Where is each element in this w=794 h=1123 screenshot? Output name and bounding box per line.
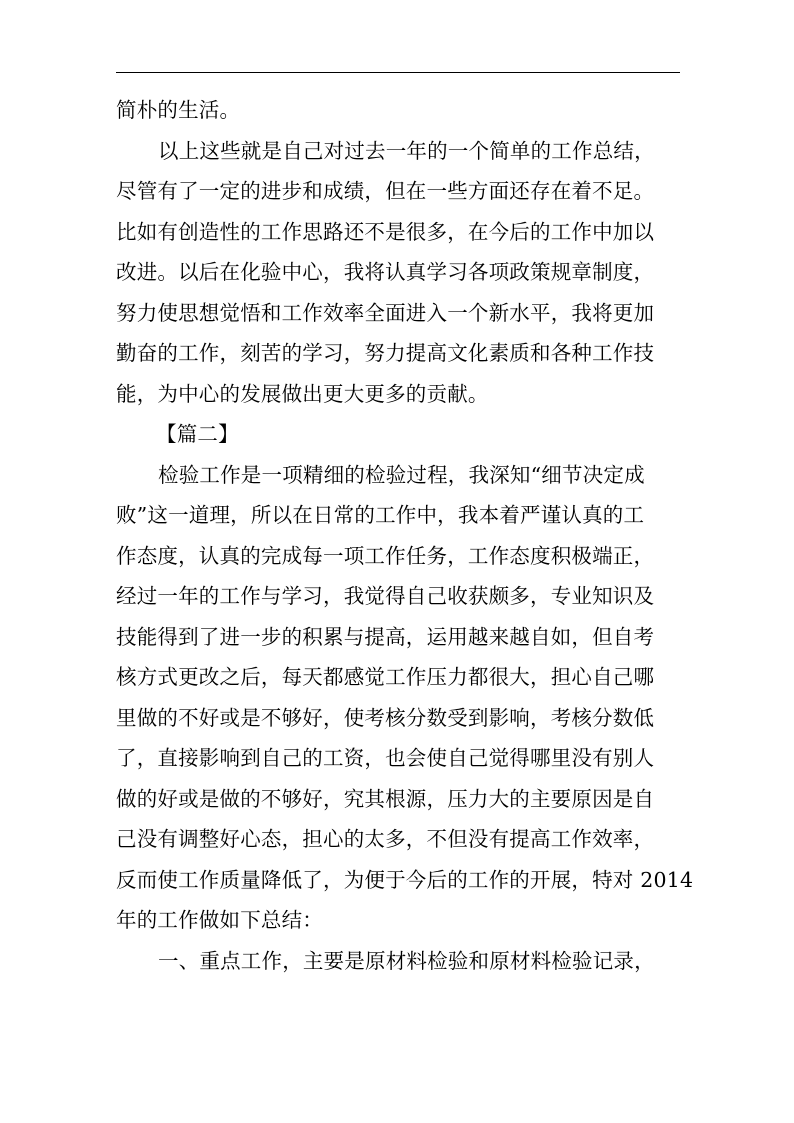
section-heading: 【篇二】 [156, 422, 239, 446]
text-line: 了，直接影响到自己的工资，也会使自己觉得哪里没有别人 [116, 746, 655, 770]
header-rule [116, 72, 680, 73]
text-line: 反而使工作质量降低了，为便于今后的工作的开展，特对 2014 [116, 867, 694, 892]
text-line: 能，为中心的发展做出更大更多的贡献。 [116, 381, 489, 406]
text-line: 改进。以后在化验中心，我将认真学习各项政策规章制度， [116, 260, 655, 284]
text-line: 作态度，认真的完成每一项工作任务，工作态度积极端正， [116, 543, 655, 568]
text-line: 勤奋的工作，刻苦的学习，努力提高文化素质和各种工作技 [116, 341, 655, 365]
text-line: 做的好或是做的不够好，究其根源，压力大的主要原因是自 [116, 786, 655, 811]
text-line: 己没有调整好心态，担心的太多，不但没有提高工作效率， [116, 827, 655, 851]
text-line: 里做的不好或是不够好，使考核分数受到影响，考核分数低 [116, 705, 655, 730]
paragraph-start: 以上这些就是自己对过去一年的一个简单的工作总结， [158, 138, 655, 163]
text-line: 比如有创造性的工作思路还不是很多，在今后的工作中加以 [116, 219, 655, 244]
text-line: 技能得到了进一步的积累与提高，运用越来越自如，但自考 [116, 624, 655, 649]
text-line: 经过一年的工作与学习，我觉得自己收获颇多，专业知识及 [116, 584, 655, 608]
text-line: 尽管有了一定的进步和成绩，但在一些方面还存在着不足。 [116, 179, 655, 203]
text-line: 核方式更改之后，每天都感觉工作压力都很大，担心自己哪 [116, 665, 655, 689]
text-line: 败”这一道理，所以在日常的工作中，我本着严谨认真的工 [116, 503, 645, 527]
text-line: 年的工作做如下总结： [116, 908, 323, 932]
text-line: 简朴的生活。 [116, 98, 241, 122]
document-body [116, 90, 694, 981]
paragraph-start: 检验工作是一项精细的检验过程，我深知“细节决定成 [158, 462, 645, 487]
paragraph-start: 一、重点工作，主要是原材料检验和原材料检验记录， [158, 948, 655, 973]
text-line: 努力使思想觉悟和工作效率全面进入一个新水平，我将更加 [116, 300, 655, 325]
